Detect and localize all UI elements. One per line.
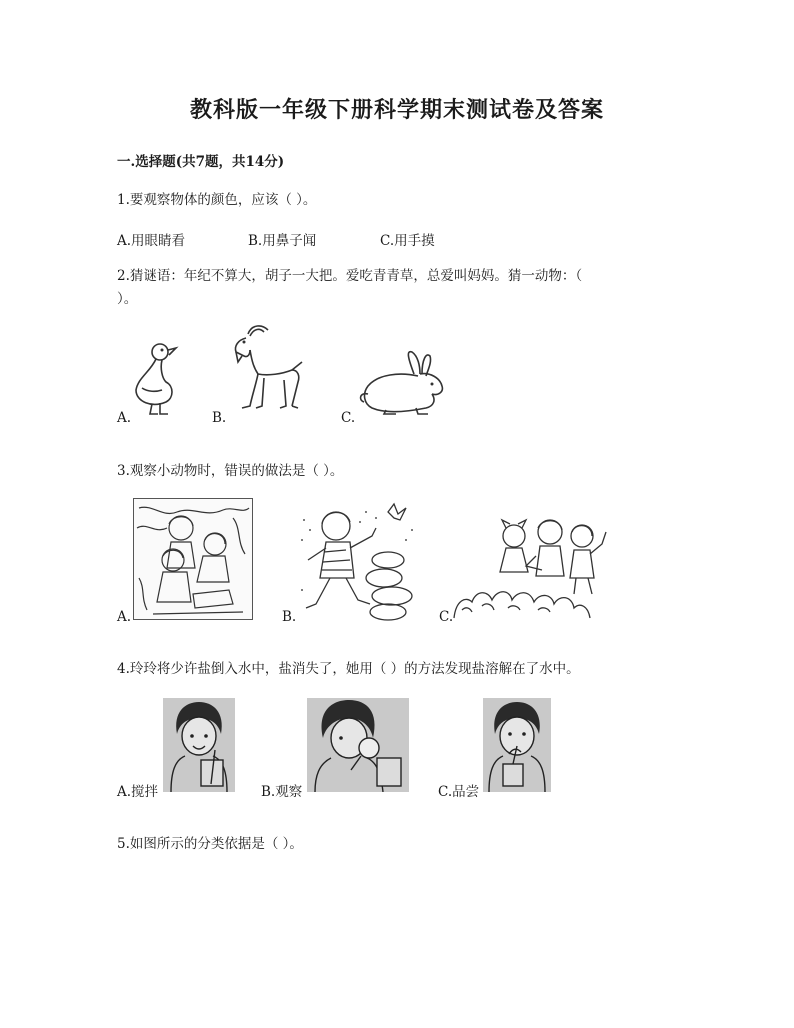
girl-observing-magnifier-image: [307, 698, 409, 792]
question-4-option-a[interactable]: A.搅拌: [117, 784, 159, 800]
children-observing-plants-image: [452, 510, 612, 622]
goat-image: [228, 322, 306, 416]
question-5-text: 5.如图所示的分类依据是（ ）。: [117, 836, 303, 852]
question-1-option-a[interactable]: A.用眼睛看: [117, 233, 186, 249]
question-2-text-line1: 2.猜谜语：年纪不算大，胡子一大把。爱吃青青草，总爱叫妈妈。猜一动物：（: [117, 268, 583, 284]
question-3-option-a[interactable]: A.: [117, 609, 132, 625]
question-4-text: 4.玲玲将少许盐倒入水中，盐消失了，她用（ ）的方法发现盐溶解在了水中。: [117, 661, 580, 677]
section-heading: 一.选择题(共7题，共14分): [117, 154, 285, 170]
question-3-text: 3.观察小动物时，错误的做法是（ ）。: [117, 463, 344, 479]
girl-tasting-image: [483, 698, 551, 792]
rabbit-image: [356, 348, 448, 418]
duck-image: [130, 338, 180, 418]
question-2-option-b[interactable]: B.: [212, 410, 227, 426]
children-crowding-image: [133, 498, 253, 620]
question-4-option-c[interactable]: C.品尝: [438, 784, 480, 800]
question-1-text: 1.要观察物体的颜色，应该（ ）。: [117, 192, 317, 208]
question-4-option-b[interactable]: B.观察: [261, 784, 303, 800]
question-2-text-line2: ）。: [117, 291, 138, 307]
question-2-option-c[interactable]: C.: [341, 410, 356, 426]
page-title: 教科版一年级下册科学期末测试卷及答案: [189, 97, 604, 123]
boy-chasing-butterfly-image: [296, 500, 418, 622]
question-2-option-a[interactable]: A.: [117, 410, 132, 426]
question-3-option-c[interactable]: C.: [439, 609, 454, 625]
girl-stirring-image: [163, 698, 235, 792]
question-3-option-b[interactable]: B.: [282, 609, 297, 625]
question-1-option-c[interactable]: C.用手摸: [380, 233, 435, 249]
question-1-option-b[interactable]: B.用鼻子闻: [248, 233, 317, 249]
